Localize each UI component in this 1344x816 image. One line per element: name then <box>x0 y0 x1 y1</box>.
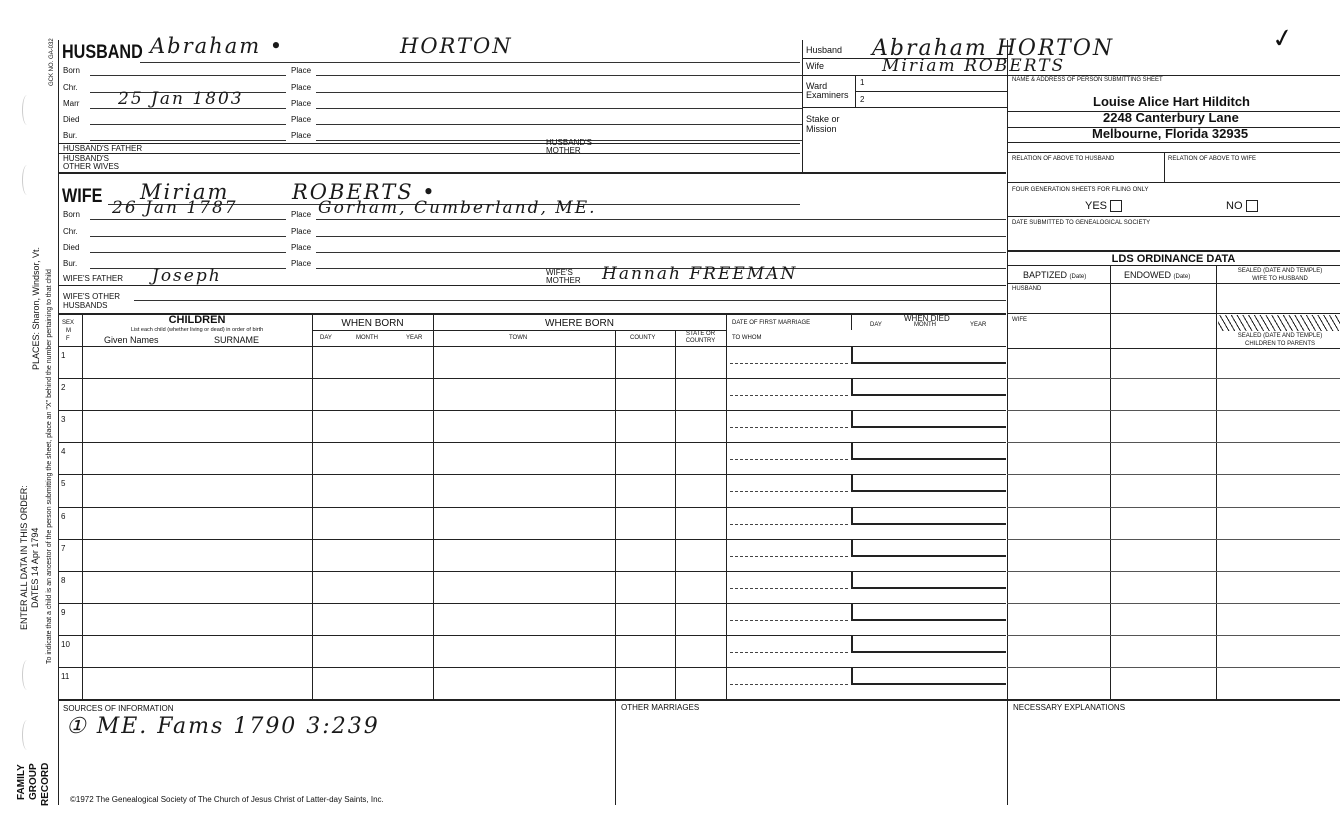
died-line <box>851 619 1006 621</box>
rule <box>1007 265 1340 266</box>
wife-row-label: Born <box>63 210 80 219</box>
four-gen-label: FOUR GENERATION SHEETS FOR FILING ONLY <box>1012 187 1149 193</box>
rule <box>1007 182 1340 183</box>
child-row-line <box>58 667 726 668</box>
husband-date-line <box>90 75 286 76</box>
rule <box>58 699 1340 701</box>
to-whom-label: TO WHOM <box>732 335 762 341</box>
child-row-line-right <box>726 442 1006 443</box>
year-label: YEAR <box>406 335 423 341</box>
lds-title: LDS ORDINANCE DATA <box>1111 253 1236 265</box>
day-label: DAY <box>320 335 332 341</box>
punch-mark <box>22 720 32 750</box>
month-label: MONTH <box>356 335 378 341</box>
wife-row-label: Died <box>63 243 80 252</box>
marriage-dash <box>730 363 848 364</box>
wife-mother-label-2: MOTHER <box>546 276 581 285</box>
child-row-line <box>58 539 726 540</box>
state-label-2: COUNTRY <box>685 338 716 344</box>
child-row-line <box>58 442 726 443</box>
child-row-line-right <box>726 635 1006 636</box>
died-bracket <box>851 410 853 426</box>
lds-row-line <box>1007 378 1340 379</box>
husband-other-wives-label-2: OTHER WIVES <box>63 162 120 171</box>
no-checkbox[interactable] <box>1246 200 1258 212</box>
header-wife-label: Wife <box>806 61 824 71</box>
examiner-1: 1 <box>860 78 865 87</box>
submitter-label: NAME & ADDRESS OF PERSON SUBMITTING SHEET <box>1012 77 1163 83</box>
died-bracket <box>851 635 853 651</box>
died-year-label: YEAR <box>970 322 987 328</box>
died-bracket <box>851 571 853 587</box>
surname-label: SURNAME <box>214 335 260 345</box>
wife-other-husbands-line <box>134 300 1006 301</box>
children-subtitle: List each child (whether living or dead) in order of birth <box>130 327 264 333</box>
rule <box>58 285 1006 286</box>
lds-endowed: ENDOWED (Date) <box>1124 270 1191 280</box>
rule <box>615 330 616 700</box>
rule <box>851 313 852 330</box>
rule <box>1007 127 1340 128</box>
when-born-label: WHEN BORN <box>341 318 404 329</box>
died-bracket <box>851 667 853 683</box>
wife-place-label: Place <box>291 243 312 252</box>
sources-entry[interactable]: ① ME. Fams 1790 3:239 <box>66 714 380 739</box>
child-row-number: 5 <box>61 479 66 489</box>
marriage-dash <box>730 652 848 653</box>
form-code: GCK NO. GA-032 <box>49 38 55 86</box>
died-bracket <box>851 507 853 523</box>
sex-m: M <box>66 328 71 334</box>
died-month-label: MONTH <box>914 322 936 328</box>
husband-row-date[interactable]: 25 Jan 1803 <box>118 89 244 109</box>
town-label: TOWN <box>509 335 528 341</box>
necessary-explanations-label: NECESSARY EXPLANATIONS <box>1013 703 1126 712</box>
marriage-dash <box>730 620 848 621</box>
examiners-label: Examiners <box>806 90 849 100</box>
lds-row-line <box>1007 474 1340 475</box>
wife-surname[interactable]: ROBERTS • <box>292 180 437 204</box>
dates-text: DATES 14 Apr 1794 <box>30 527 40 608</box>
header-husband-label: Husband <box>806 45 843 55</box>
child-row-number: 1 <box>61 351 66 360</box>
lds-row-line <box>1007 410 1340 411</box>
husband-date-line <box>90 140 286 141</box>
died-line <box>851 394 1006 396</box>
died-bracket <box>851 603 853 619</box>
mission-label: Mission <box>806 124 837 134</box>
submitter-street: 2248 Canterbury Lane <box>1103 110 1239 125</box>
husband-place-line <box>316 92 802 93</box>
form-left-border <box>58 40 59 805</box>
lds-row-line <box>1007 603 1340 604</box>
wife-place-label: Place <box>291 210 312 219</box>
husband-given-name[interactable]: Abraham • <box>150 34 285 58</box>
wife-place-line <box>316 219 1006 220</box>
lds-row-line <box>1007 635 1340 636</box>
husband-surname[interactable]: HORTON <box>400 34 513 58</box>
rule <box>675 330 676 700</box>
died-bracket <box>851 539 853 555</box>
child-row-number: 6 <box>61 511 66 521</box>
rule <box>1007 111 1340 112</box>
rule <box>855 91 1008 92</box>
yes-checkbox[interactable] <box>1110 200 1122 212</box>
died-line <box>851 523 1006 525</box>
child-row-line-right <box>726 507 1006 508</box>
child-row-line-right <box>726 474 1006 475</box>
husband-row-label: Chr. <box>63 83 78 92</box>
wife-date-line <box>90 219 286 220</box>
relation-husband-label: RELATION OF ABOVE TO HUSBAND <box>1012 156 1115 162</box>
marriage-dash <box>730 459 848 460</box>
wife-row-date[interactable]: 26 Jan 1787 <box>112 198 238 218</box>
wife-given-name[interactable]: Miriam <box>140 180 230 204</box>
died-line <box>851 683 1006 685</box>
child-row-line-right <box>726 667 1006 668</box>
child-row-line-right <box>726 410 1006 411</box>
husband-place-label: Place <box>291 66 312 75</box>
rule <box>802 40 803 172</box>
rule <box>58 143 800 144</box>
died-line <box>851 651 1006 653</box>
child-row-line <box>58 378 726 379</box>
child-row-line-right <box>726 539 1006 540</box>
lds-row-line <box>1007 667 1340 668</box>
child-row-line-right <box>726 603 1006 604</box>
husband-row-label: Born <box>63 66 80 75</box>
child-row-line <box>58 571 726 572</box>
state-label-1: STATE OR <box>685 331 716 337</box>
lds-sealed-wife-2: WIFE TO HUSBAND <box>1252 276 1308 282</box>
submitter-city: Melbourne, Florida 32935 <box>1092 126 1249 141</box>
sex-f: F <box>66 336 70 342</box>
form-title-family: FAMILY <box>16 764 27 800</box>
wife-heading: WIFE <box>62 186 103 207</box>
lds-sealed-children-2: CHILDREN TO PARENTS <box>1244 341 1315 347</box>
rule <box>1007 142 1340 143</box>
died-bracket <box>851 442 853 458</box>
marriage-dash <box>730 427 848 428</box>
rule <box>1007 40 1008 805</box>
rule <box>1007 283 1340 284</box>
county-label: COUNTY <box>630 335 656 341</box>
stake-label: Stake or <box>806 114 840 124</box>
marriage-dash <box>730 524 848 525</box>
rule <box>802 107 1008 108</box>
lds-sealed-children-1: SEALED (DATE AND TEMPLE) <box>1237 333 1323 339</box>
husband-heading: HUSBAND <box>62 42 143 63</box>
wife-date-line <box>90 236 286 237</box>
child-row-line-right <box>726 378 1006 379</box>
wife-row-place[interactable]: Gorham, Cumberland, ME. <box>318 198 597 218</box>
rule <box>58 346 1006 347</box>
child-row-number: 11 <box>61 672 70 681</box>
instruction-text: To indicate that a child is an ancestor of the person submitting the sheet, place an "X" behind the number pertaining to that child <box>46 269 53 664</box>
places-text: PLACES: Sharon, Windsor, Vt. <box>31 246 41 370</box>
husband-father-label: HUSBAND'S FATHER <box>63 144 143 153</box>
punch-mark <box>22 165 32 195</box>
wife-place-label: Place <box>291 227 312 236</box>
relation-wife-label: RELATION OF ABOVE TO WIFE <box>1168 156 1257 162</box>
wife-place-line <box>316 252 1006 253</box>
wife-other-husbands-label-2: HUSBANDS <box>63 301 108 310</box>
date-submitted-label: DATE SUBMITTED TO GENEALOGICAL SOCIETY <box>1012 220 1151 226</box>
child-row-number: 2 <box>61 383 66 393</box>
four-gen-yes[interactable]: YES <box>1085 200 1122 212</box>
marriage-dash <box>730 556 848 557</box>
child-row-number: 7 <box>61 543 66 553</box>
form-title-record: RECORD <box>40 762 51 806</box>
died-bracket <box>851 378 853 394</box>
child-row-line-right <box>726 571 1006 572</box>
wife-mother-label-1: WIFE'S <box>546 268 573 277</box>
rule <box>1007 250 1340 252</box>
died-line <box>851 555 1006 557</box>
wife-other-husbands-label-1: WIFE'S OTHER <box>63 292 121 301</box>
rule <box>58 172 1006 174</box>
child-row-line <box>58 474 726 475</box>
husband-row-label: Died <box>63 115 80 124</box>
child-row-line <box>58 410 726 411</box>
died-day-label: DAY <box>870 322 882 328</box>
marriage-dash <box>730 395 848 396</box>
other-marriages-label: OTHER MARRIAGES <box>621 703 700 712</box>
wife-date-line <box>90 252 286 253</box>
wife-row-label: Chr. <box>63 227 78 236</box>
husband-mother-label-1: HUSBAND'S <box>546 138 592 147</box>
husband-name-line <box>140 62 800 63</box>
lds-husband-label: HUSBAND <box>1012 286 1042 292</box>
husband-date-line <box>90 124 286 125</box>
marriage-dash <box>730 588 848 589</box>
marriage-dash <box>730 491 848 492</box>
husband-mother-label-2: MOTHER <box>546 146 581 155</box>
died-line <box>851 362 1006 364</box>
child-row-number: 10 <box>61 639 70 649</box>
checkmark-icon: ✓ <box>1269 22 1297 56</box>
husband-place-label: Place <box>291 115 312 124</box>
died-bracket <box>851 346 853 362</box>
rule <box>615 699 616 805</box>
husband-place-label: Place <box>291 83 312 92</box>
where-born-label: WHERE BORN <box>545 318 614 329</box>
sources-label: SOURCES OF INFORMATION <box>63 704 174 713</box>
form-title-group: GROUP <box>28 763 39 800</box>
rule <box>1007 216 1340 217</box>
given-names-label: Given Names <box>104 335 159 345</box>
header-wife-value[interactable]: Miriam ROBERTS <box>882 56 1066 76</box>
husband-place-line <box>316 75 802 76</box>
wife-place-label: Place <box>291 259 312 268</box>
lds-baptized: BAPTIZED (Date) <box>1023 270 1087 280</box>
child-row-number: 3 <box>61 415 66 425</box>
died-bracket <box>851 474 853 490</box>
submitter-name: Louise Alice Hart Hilditch <box>1093 94 1250 109</box>
husband-other-wives-label-1: HUSBAND'S <box>63 154 109 163</box>
husband-place-line <box>316 108 802 109</box>
lds-row-line <box>1007 571 1340 572</box>
rule <box>1007 152 1340 153</box>
husband-place-label: Place <box>291 131 312 140</box>
wife-row-label: Bur. <box>63 259 78 268</box>
died-line <box>851 587 1006 589</box>
child-row-number: 9 <box>61 607 66 617</box>
hatched-area <box>1218 315 1340 331</box>
four-gen-no[interactable]: NO <box>1226 200 1258 212</box>
husband-place-label: Place <box>291 99 312 108</box>
punch-mark <box>22 95 32 125</box>
husband-row-label: Bur. <box>63 131 78 140</box>
died-line <box>851 458 1006 460</box>
child-row-number: 4 <box>61 447 66 457</box>
children-title: CHILDREN <box>168 314 226 326</box>
examiner-2: 2 <box>860 95 865 104</box>
enter-order-text: ENTER ALL DATA IN THIS ORDER: <box>19 485 29 630</box>
lds-row-line <box>1007 442 1340 443</box>
lds-row-line <box>1007 539 1340 540</box>
marriage-dash <box>730 684 848 685</box>
died-line <box>851 490 1006 492</box>
header-husband-value[interactable]: Abraham HORTON <box>872 36 1115 61</box>
sex-label: SEX <box>62 320 75 326</box>
punch-mark <box>22 660 32 690</box>
rule <box>1164 152 1165 182</box>
lds-row-line <box>1007 507 1340 508</box>
wife-father-label: WIFE'S FATHER <box>63 274 124 283</box>
lds-wife-label: WIFE <box>1012 317 1027 323</box>
child-row-number: 8 <box>61 575 66 585</box>
rule <box>312 330 726 331</box>
child-row-line <box>58 507 726 508</box>
wife-place-line <box>316 236 1006 237</box>
when-died-label: WHEN DIED <box>904 314 950 323</box>
wife-father-value[interactable]: Joseph <box>152 266 222 286</box>
child-row-line <box>58 603 726 604</box>
died-line <box>851 426 1006 428</box>
rule <box>58 153 800 154</box>
rule <box>1007 348 1340 349</box>
rule <box>1007 313 1340 314</box>
lds-sealed-wife-1: SEALED (DATE AND TEMPLE) <box>1237 268 1323 274</box>
copyright: ©1972 The Genealogical Society of The Church of Jesus Christ of Latter-day Saints, Inc. <box>70 795 384 804</box>
child-row-line <box>58 635 726 636</box>
wife-mother-value[interactable]: Hannah FREEMAN <box>602 264 798 284</box>
ward-label: Ward <box>806 81 828 91</box>
rule <box>802 75 1340 76</box>
husband-row-label: Marr <box>63 99 80 108</box>
husband-place-line <box>316 124 802 125</box>
first-marriage-label: DATE OF FIRST MARRIAGE <box>732 320 811 326</box>
